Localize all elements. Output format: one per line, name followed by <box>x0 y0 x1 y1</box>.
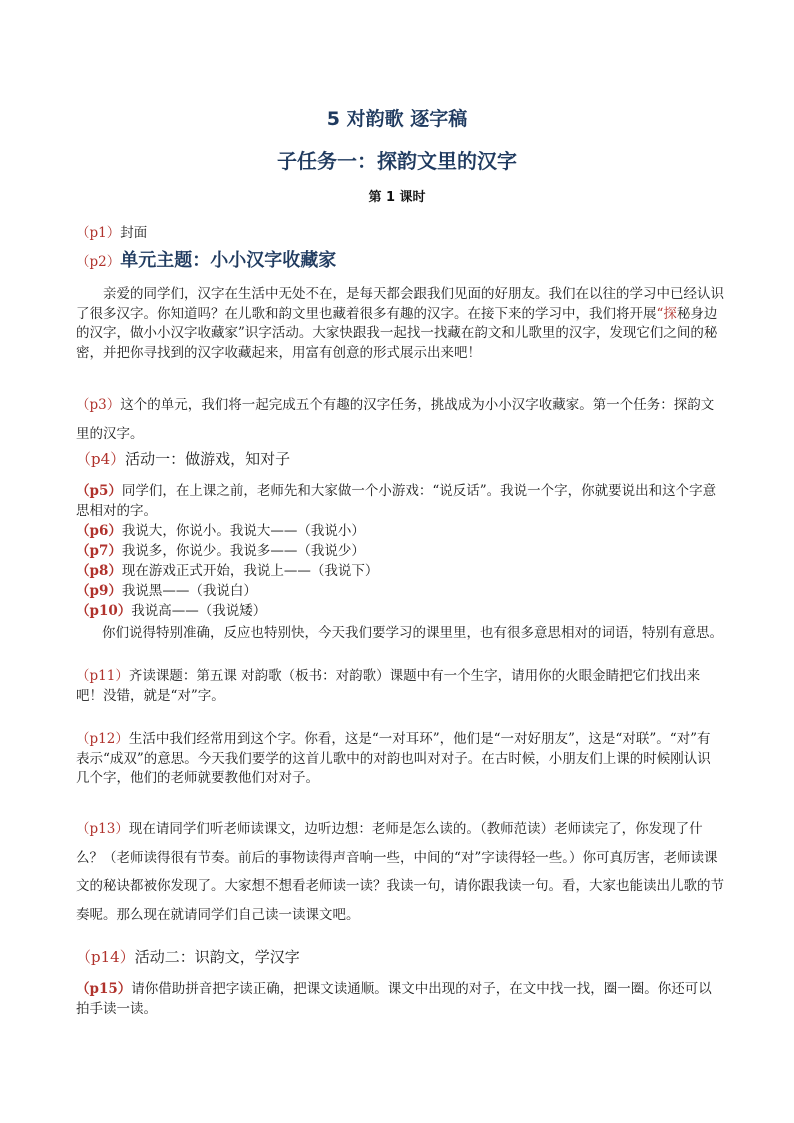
page-subtitle: 子任务一：探韵文里的汉字 <box>277 149 517 173</box>
p8-line <box>76 562 378 582</box>
p10-tag: （p10） <box>76 603 132 619</box>
p12-tag: （p12） <box>76 731 129 747</box>
p10-text: 我说高——（我说矮） <box>131 603 267 619</box>
p6-tag: （p6） <box>76 523 122 539</box>
p5-tag: （p5） <box>76 483 122 499</box>
p7-tag: （p7） <box>76 543 122 559</box>
p5-paragraph <box>76 482 724 521</box>
p12-text: 生活中我们经常用到这个字。你看，这是“一对耳环”，他们是“一对好朋友”，这是“对联”。“对”有表示“成双”的意思。今天我们要学的这首儿歌中的对韵也叫对对子。在古时候，小朋友们上课的时候刚认识几个字，他们的老师就要教他们对对子。 <box>76 731 711 786</box>
p7-text: 我说多，你说少。我说多——（我说少） <box>121 543 365 559</box>
p2-heading-line <box>76 251 336 273</box>
page-title: 5 对韵歌 逐字稿 <box>326 108 468 130</box>
p3-paragraph <box>76 391 724 448</box>
p2-para-b: 秘身边的汉字，做小小汉字收藏家”识字活动。大家快跟我一起找一找藏在韵文和儿歌里的汉字，发现它们之间的秘密，并把你寻找到的汉字收藏起来，用富有创意的形式展示出来吧！ <box>76 305 718 361</box>
p13-paragraph <box>76 815 724 929</box>
p6-line <box>76 522 365 542</box>
p1-tag: （p1） <box>76 225 121 241</box>
p2-para-quote: “探 <box>656 305 677 322</box>
p4-line <box>76 450 290 470</box>
lesson-label: 第 1 课时 <box>368 190 426 205</box>
p8-text: 现在游戏正式开始，我说上——（我说下） <box>121 563 379 579</box>
p6-text: 我说大，你说小。我说大——（我说小） <box>121 523 365 539</box>
p8-tag: （p8） <box>76 563 122 579</box>
p11-text: 齐读课题：第五课 对韵歌（板书：对韵歌）课题中有一个生字，请用你的火眼金睛把它们找出来吧！没错，就是“对”字。 <box>76 668 701 704</box>
p13-text: 现在请同学们听老师读课文，边听边想：老师是怎么读的。（教师范读）老师读完了，你发现了什么？（老师读得很有节奏。前后的事物读得声音响一些，中间的“对”字读得轻一些。）你可真厉害，老师读课文的秘诀都被你发现了。大家想不想看老师读一读？我读一句，请你跟我读一句。看，大家也能读出儿歌的节奏呢。那么现在就请同学们自己读一读课文吧。 <box>76 821 724 923</box>
p4-tag: （p4） <box>76 450 126 468</box>
p14-line <box>76 948 300 968</box>
p15-paragraph <box>76 980 724 1019</box>
activity-one-heading: 活动一：做游戏，知对子 <box>125 450 291 468</box>
p9-text: 我说黑——（我说白） <box>121 583 257 599</box>
p2-paragraph <box>76 285 724 363</box>
p7-line <box>76 542 365 562</box>
p15-text: 请你借助拼音把字读正确，把课文读通顺。课文中出现的对子，在文中找一找，圈一圈。你还可以拍手读一读。 <box>76 981 712 1017</box>
p12-paragraph <box>76 730 724 789</box>
p3-text: 这个的单元，我们将一起完成五个有趣的汉字任务，挑战成为小小汉字收藏家。第一个任务：探韵文里的汉字。 <box>76 397 715 442</box>
activity-two-heading: 活动二：识韵文，学汉字 <box>134 948 300 966</box>
p2-para-a: 亲爱的同学们，汉字在生活中无处不在，是每天都会跟我们见面的好朋友。我们在以往的学习中已经认识了很多汉字。你知道吗？在儿歌和韵文里也藏着很多有趣的汉字。在接下来的学习中，我们将开展 <box>76 286 724 322</box>
p13-tag: （p13） <box>76 821 129 837</box>
p11-paragraph <box>76 667 724 706</box>
p14-tag: （p14） <box>76 948 135 966</box>
p11-tag: （p11） <box>76 668 129 684</box>
p15-tag: （p15） <box>76 981 132 997</box>
unit-theme-heading: 单元主题：小小汉字收藏家 <box>120 250 337 271</box>
p1-line <box>76 224 147 244</box>
p1-text: 封面 <box>120 225 148 241</box>
p2-tag: （p2） <box>76 254 121 270</box>
p5-text: 同学们，在上课之前，老师先和大家做一个小游戏：“说反话”。我说一个字，你就要说出和这个字意思相对的字。 <box>76 483 717 519</box>
p3-tag: （p3） <box>76 397 121 413</box>
p9-tag: （p9） <box>76 583 122 599</box>
p10-follow: 你们说得特别准确，反应也特别快，今天我们要学习的课里里，也有很多意思相对的词语，特别有意思。 <box>102 625 723 641</box>
p9-line <box>76 582 257 602</box>
p10-line <box>76 602 266 622</box>
